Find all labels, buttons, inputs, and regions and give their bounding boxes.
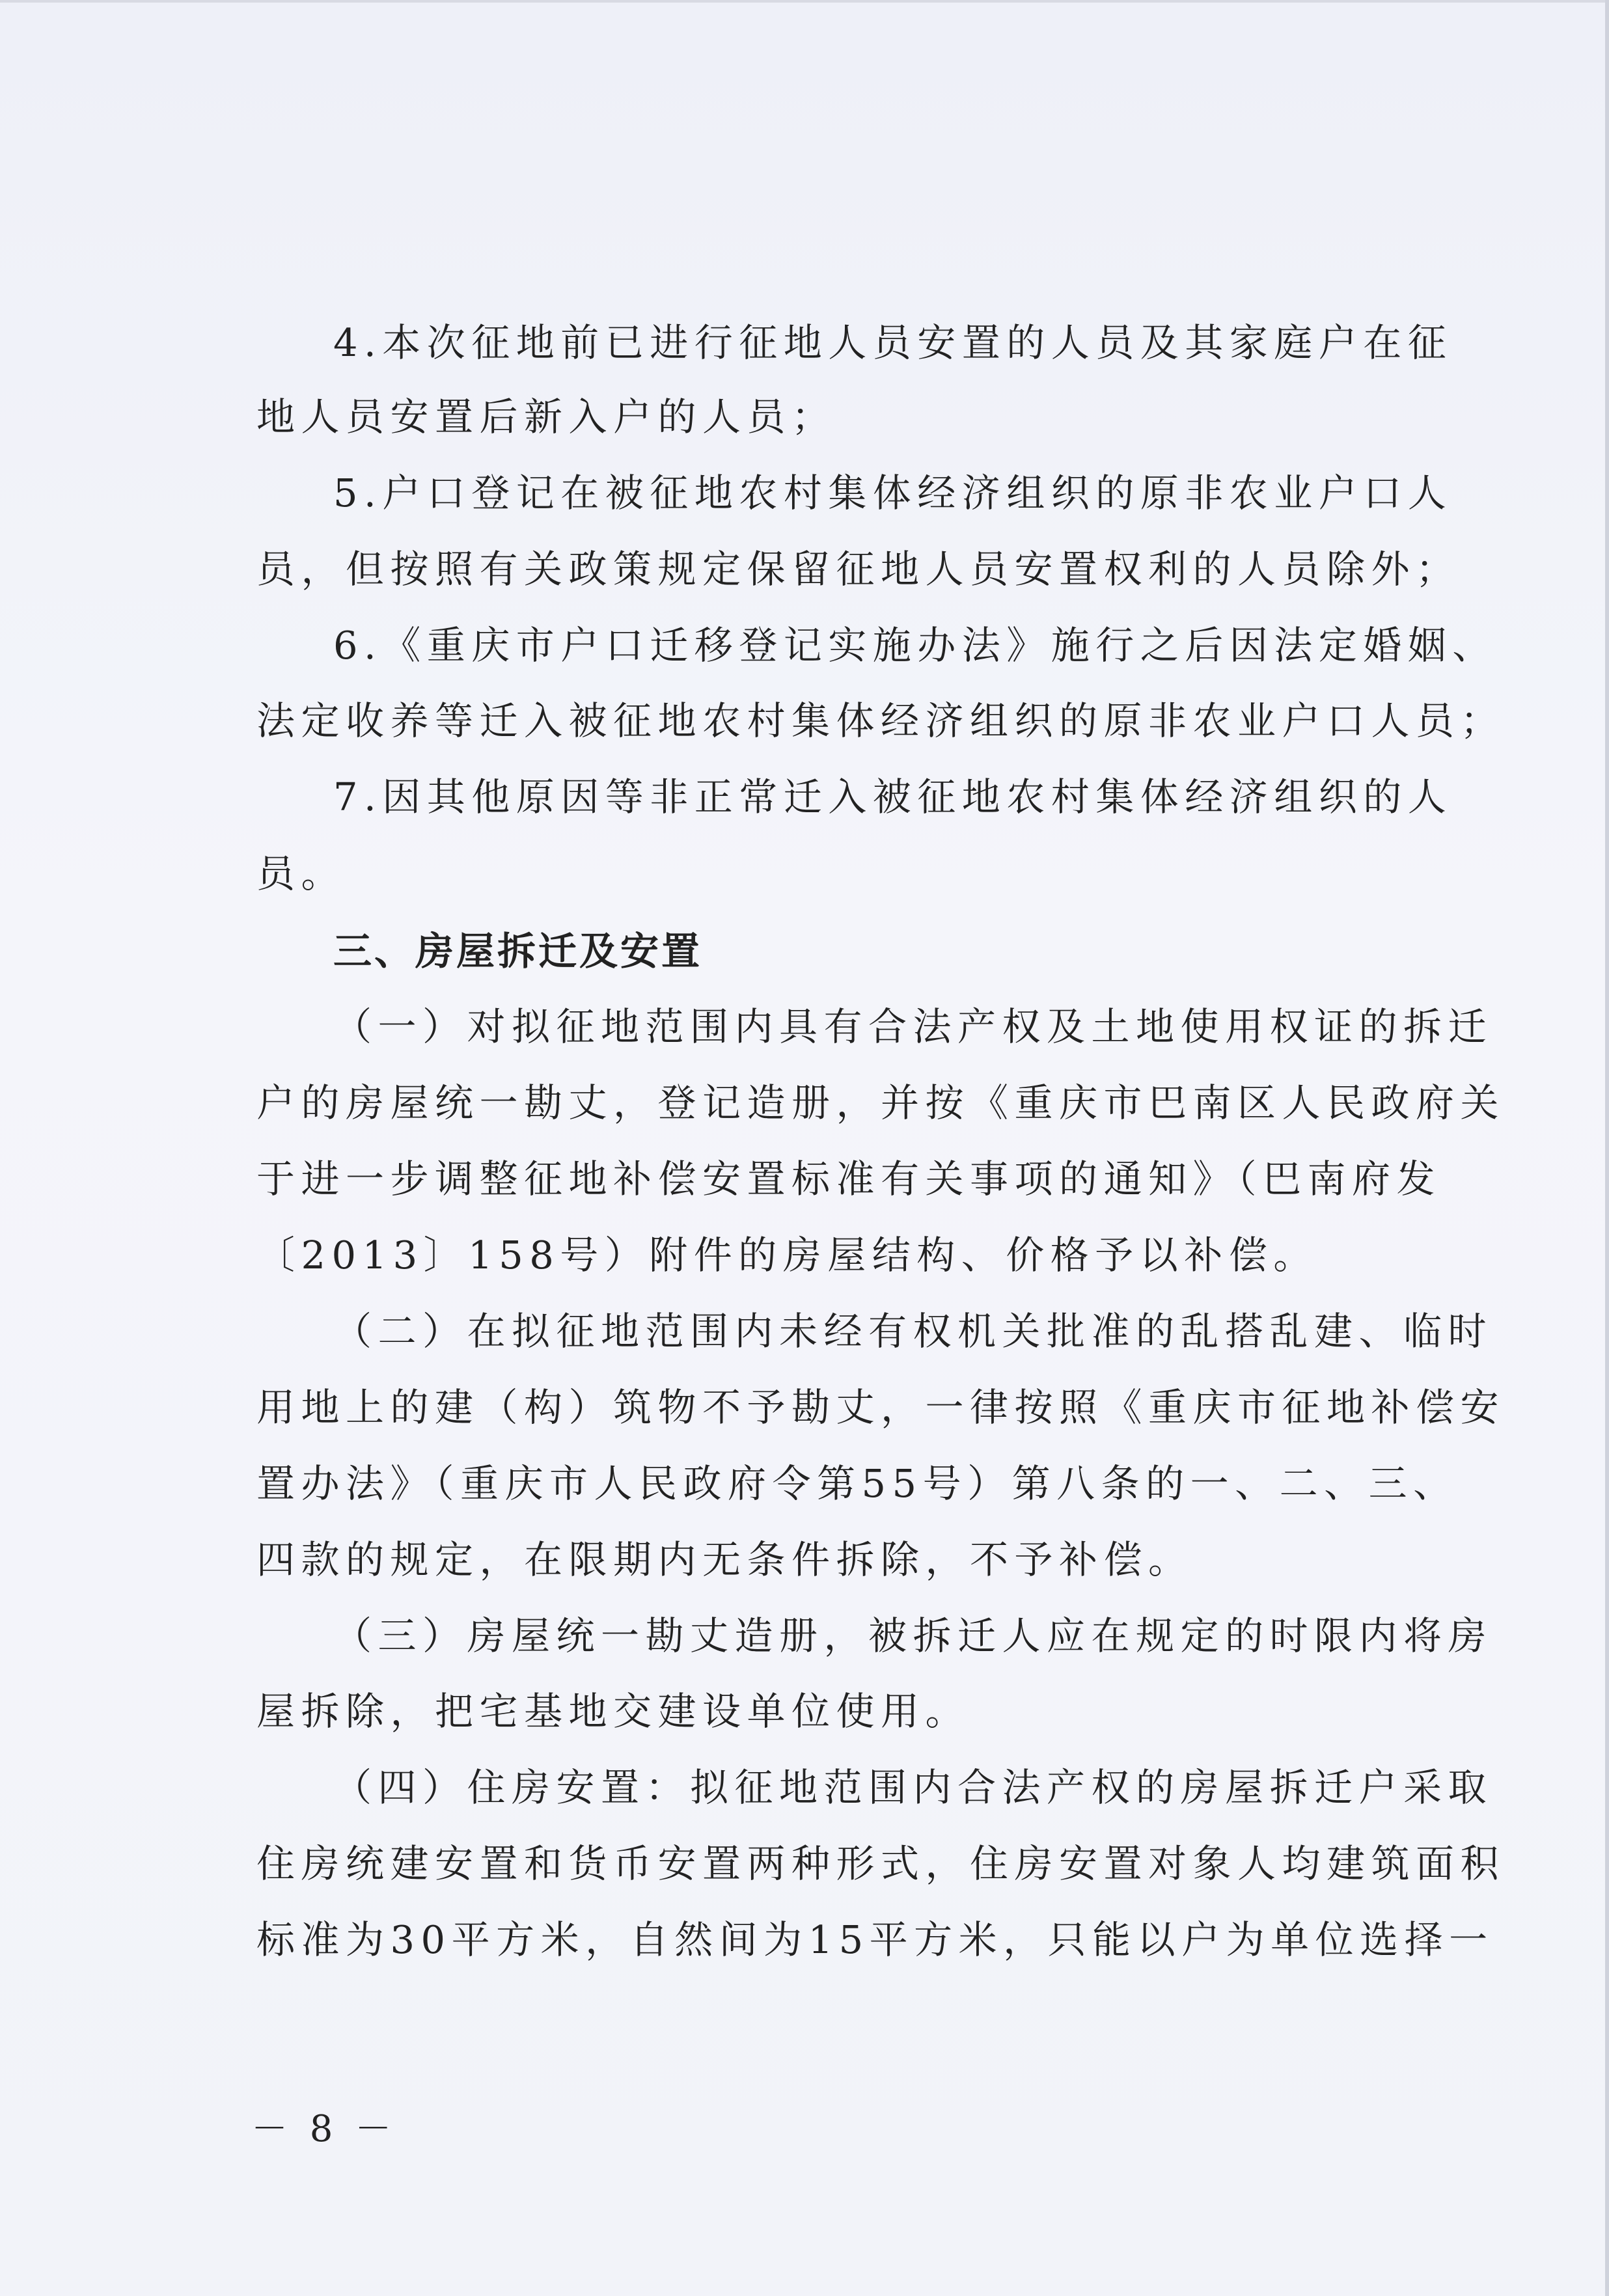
- clause-2-line-1: （二）在拟征地范围内未经有权机关批准的乱搭乱建、临时: [333, 1309, 1493, 1354]
- clause-3-line-2: 屋拆除，把宅基地交建设单位使用。: [256, 1689, 970, 1734]
- clause-1-line-3: 于进一步调整征地补偿安置标准有关事项的通知》（巴南府发: [256, 1156, 1442, 1201]
- clause-2-line-2: 用地上的建（构）筑物不予勘丈，一律按照《重庆市征地补偿安: [256, 1385, 1506, 1430]
- section-heading: 三、房屋拆迁及安置: [333, 929, 703, 974]
- clause-4-line-2: 住房统建安置和货币安置两种形式，住房安置对象人均建筑面积: [256, 1841, 1506, 1886]
- clause-4-line-3: 标准为30平方米，自然间为15平方米，只能以户为单位选择一: [256, 1917, 1494, 1962]
- clause-2-line-3: 置办法》（重庆市人民政府令第55号）第八条的一、二、三、: [256, 1461, 1458, 1506]
- clause-2-line-4: 四款的规定，在限期内无条件拆除，不予补偿。: [256, 1537, 1193, 1582]
- paragraph-7-line-1: 7.因其他原因等非正常迁入被征地农村集体经济组织的人: [333, 774, 1453, 819]
- clause-4-line-1: （四）住房安置：拟征地范围内合法产权的房屋拆迁户采取: [333, 1765, 1493, 1810]
- scan-edge-top: [0, 0, 1609, 3]
- clause-3-line-1: （三）房屋统一勘丈造册，被拆迁人应在规定的时限内将房: [333, 1613, 1493, 1658]
- scan-edge-right: [1605, 0, 1609, 2296]
- clause-1-line-4: 〔2013〕158号）附件的房屋结构、价格予以补偿。: [256, 1233, 1318, 1278]
- paragraph-7-line-2: 员。: [256, 851, 346, 896]
- paragraph-5-line-2: 员，但按照有关政策规定保留征地人员安置权利的人员除外；: [256, 547, 1461, 592]
- paragraph-4-line-2: 地人员安置后新入户的人员；: [256, 394, 836, 439]
- paragraph-6-line-2: 法定收养等迁入被征地农村集体经济组织的原非农业户口人员；: [256, 698, 1506, 743]
- clause-1-line-2: 户的房屋统一勘丈，登记造册，并按《重庆市巴南区人民政府关: [256, 1080, 1506, 1125]
- page-number: － 8 －: [251, 2108, 397, 2150]
- paragraph-5-line-1: 5.户口登记在被征地农村集体经济组织的原非农业户口人: [333, 471, 1453, 515]
- clause-1-line-1: （一）对拟征地范围内具有合法产权及土地使用权证的拆迁: [333, 1004, 1493, 1049]
- paragraph-6-line-1: 6.《重庆市户口迁移登记实施办法》施行之后因法定婚姻、: [333, 623, 1497, 668]
- paragraph-4-line-1: 4.本次征地前已进行征地人员安置的人员及其家庭户在征: [333, 320, 1453, 365]
